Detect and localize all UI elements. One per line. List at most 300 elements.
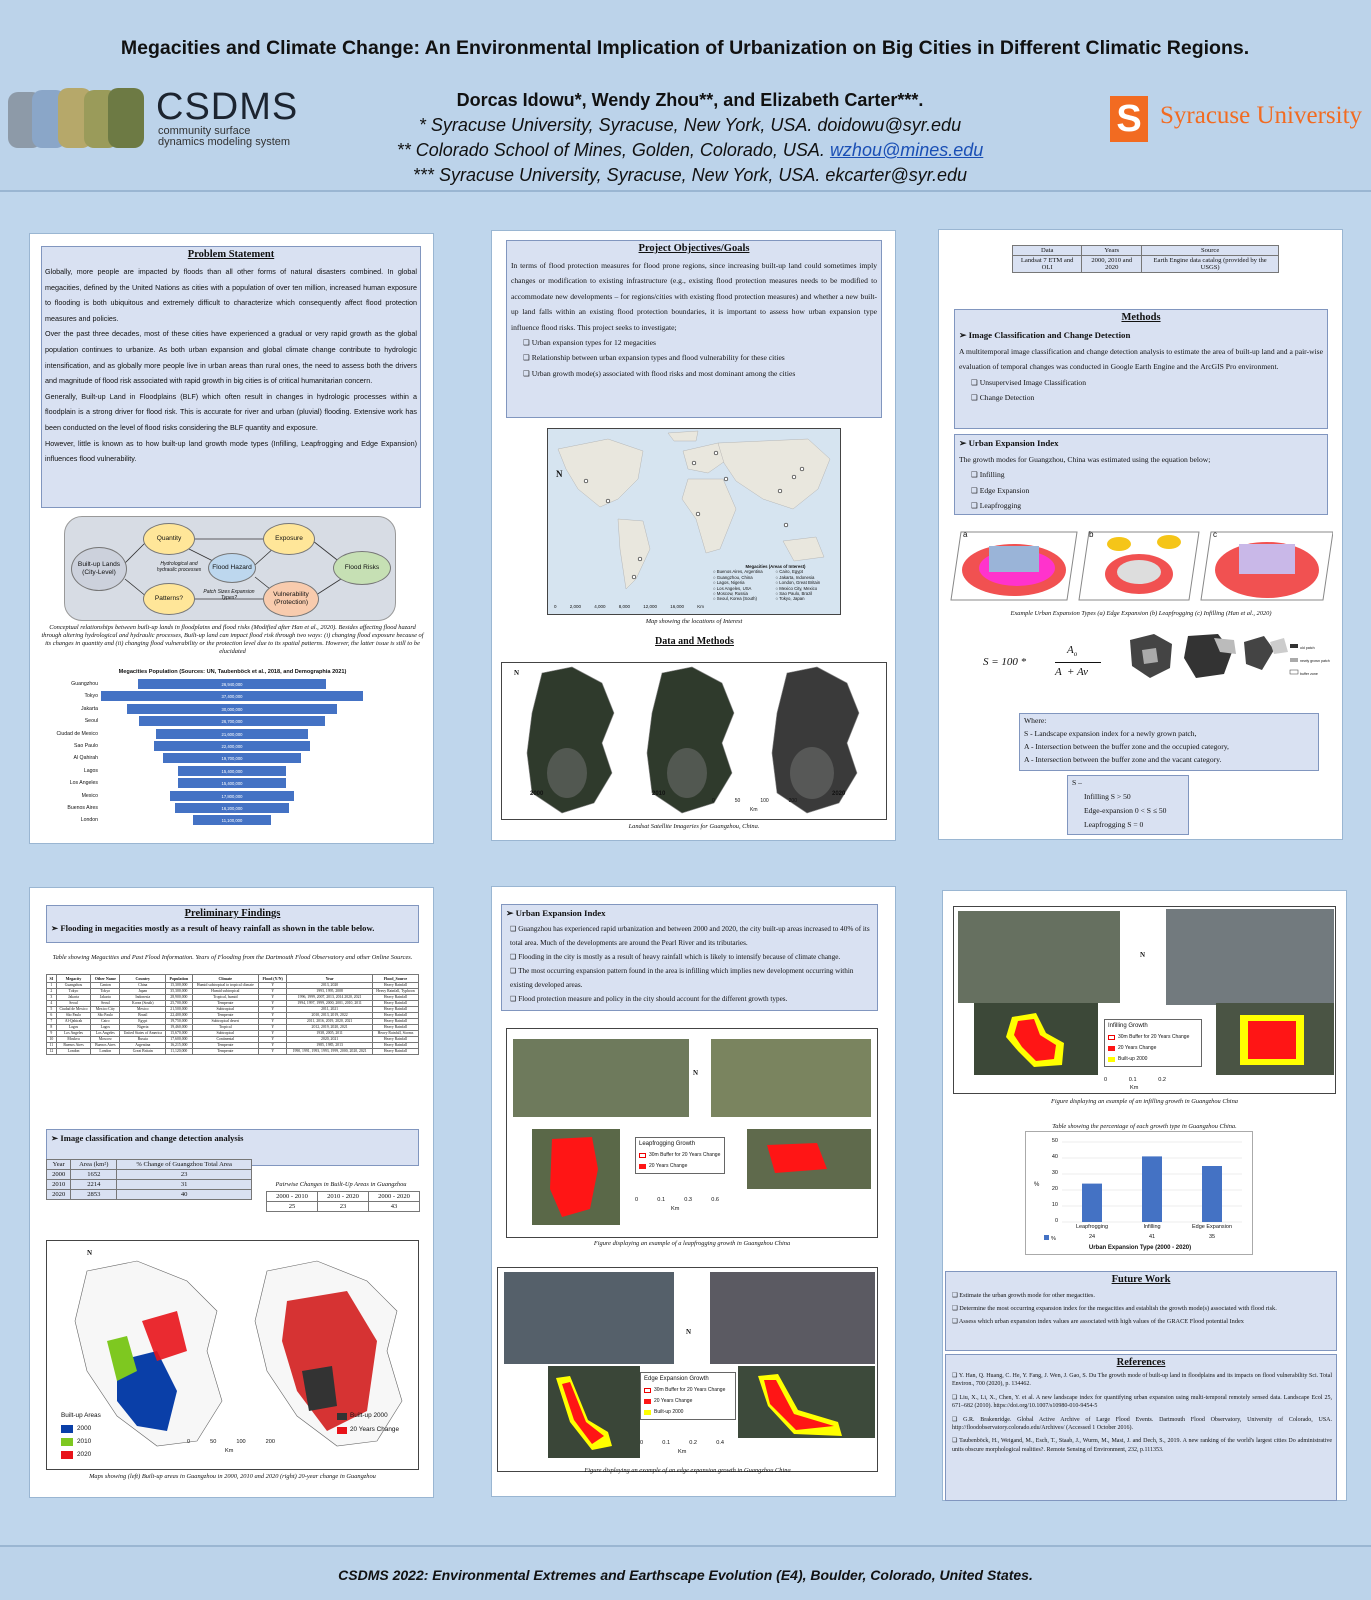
satellite-scale-unit: Km — [750, 807, 758, 813]
sat-scale-0: 0 — [712, 798, 715, 804]
footer-text: CSDMS 2022: Environmental Extremes and Earthscape Evolution (E4), Boulder, Colorado, United States. — [338, 1567, 1033, 1583]
north-arrow: N — [556, 469, 563, 479]
email-link[interactable]: wzhou@mines.edu — [829, 140, 984, 160]
leap-legend — [635, 1137, 725, 1174]
growth-value-2: 35 — [1208, 1234, 1216, 1240]
map-scale-3: 8,000 — [618, 604, 631, 609]
flood-cell: Moskva — [56, 1037, 91, 1043]
builtup-scale-3: 200 — [265, 1439, 275, 1445]
s-leap: Leapfrogging S = 0 — [1084, 820, 1144, 829]
flood-cell: Nigeria — [120, 1025, 166, 1031]
population-chart-title: Megacities Population (Sources: UN, Taubenböck et al., 2018, and Demographia 2021) — [118, 669, 347, 675]
flood-cell: Tokyo — [91, 989, 120, 995]
edge-sat-2 — [710, 1272, 875, 1364]
growth-xlabel: Urban Expansion Type (2000 - 2020) — [1088, 1245, 1192, 1251]
flood-cell: London — [56, 1049, 91, 1055]
problem-title: Problem Statement — [187, 249, 275, 260]
area-cell: 40 — [117, 1190, 252, 1200]
flood-cell: 15,300,000 — [166, 983, 192, 989]
infill-legend-item-0 — [1108, 1032, 1198, 1043]
map-scale-0: 0 — [554, 604, 557, 609]
flood-cell: Y — [259, 983, 287, 989]
infill-figure — [953, 906, 1336, 1094]
flood-cell: Temperate — [192, 1001, 259, 1007]
pair-header-0: 2000 - 2010 — [267, 1192, 318, 1202]
flood-cell: São Paulo — [56, 1013, 91, 1019]
flood-cell: 8 — [47, 1025, 57, 1031]
builtup-scale-2: 100 — [236, 1439, 246, 1445]
methods-list-2 — [955, 467, 1327, 513]
growth-bar-0 — [1082, 1184, 1102, 1222]
edge-legend-swatch-2 — [644, 1410, 651, 1415]
diagram-caption: Conceptual relationships between built-up lands in floodplains and flood risks (Modified after Han et al., 2020). Besides affecting flood hazard through altering hydrological and hydraulic processes, Built-up land can impact flood risk through two ways: (i) changing flood exposure because of its changes in quantity and (ii) changing flood vulnerability or the protection level due to its spatial patterns. However, the latter issue is still to be elucidated — [41, 624, 424, 655]
objectives-text: In terms of flood protection measures for flood prone regions, since increasing built-up land could sometimes imply changes or modification to existing infrastructure (e.g., existing flood protection measures needs to be modified to accommodate new developments – for regions/cities with existing flood protection measures) and whether a new built-up land falls within an existing flood protection boundaries, it is important to assess how urban expansion type influence flood risks. This project seeks to investigate; — [511, 261, 877, 332]
flood-cell: 4 — [47, 1001, 57, 1007]
s-edge: Edge-expansion 0 < S ≤ 50 — [1084, 806, 1167, 815]
flood-cell: 7 — [47, 1019, 57, 1025]
legend-year-label-1: 2010 — [77, 1438, 92, 1445]
pair-row — [267, 1202, 420, 1212]
csdms-sub-line2: dynamics modeling system — [158, 136, 291, 148]
flood-cell: Heavy Rainfall — [372, 995, 418, 1001]
infill-scale-2: 0.2 — [1158, 1077, 1166, 1083]
equation-lhs: S = 100 * — [983, 656, 1027, 668]
future-title: Future Work — [1111, 1274, 1171, 1285]
flood-cell: 1994, 1997, 1999, 2000, 2001, 2010, 2011 — [287, 1001, 373, 1007]
uei-sub: ➢ Urban Expansion Index — [506, 908, 606, 918]
objectives-title: Project Objectives/Goals — [638, 243, 750, 254]
affiliation-2-text: ** Colorado School of Mines, Golden, Colorado, USA. — [396, 140, 830, 160]
concept-diagram — [64, 516, 396, 621]
flood-cell: 22,400,000 — [166, 1013, 192, 1019]
flood-cell: Seoul — [91, 1001, 120, 1007]
flood-header-7: Year — [287, 975, 373, 983]
flood-cell: Argentina — [120, 1043, 166, 1049]
map-scale — [554, 604, 704, 609]
edge-caption: Figure displaying an example of an edge expansion growth in Guangzhou China — [584, 1467, 791, 1474]
flood-cell: 2011, 2021 — [287, 1007, 373, 1013]
edge-scale-2: 0.2 — [689, 1440, 698, 1446]
flood-cell: Y — [259, 989, 287, 995]
methods-sub2-text: Urban Expansion Index — [968, 438, 1059, 448]
pop-value-8: 15,400,000 — [221, 781, 243, 787]
methods-item-2-1: ❑ Edge Expansion — [971, 485, 1030, 495]
map-legend-item-8: ○ Moscow, Russia — [713, 591, 748, 597]
infill-sat-4 — [1216, 1003, 1334, 1075]
flood-cell: Heavy Rainfall — [372, 1025, 418, 1031]
flood-cell: Japan — [120, 989, 166, 995]
leap-legend-label-1: 20 Years Change — [649, 1163, 688, 1169]
edge-legend-items — [644, 1385, 732, 1418]
infill-legend-items — [1108, 1032, 1198, 1065]
s-head: S – — [1072, 778, 1082, 787]
infill-legend-item-2 — [1108, 1054, 1198, 1065]
poster-title: Megacities and Climate Change: An Environmental Implication of Urbanization on Big Cities in Different Climatic Regions. — [120, 37, 1250, 59]
pop-label-1: Tokyo — [84, 693, 98, 700]
legend-year-label-2: 2020 — [77, 1451, 92, 1458]
data-source-table — [1012, 245, 1279, 273]
legend-swatch-1 — [61, 1438, 73, 1446]
map-scale-4: 12,000 — [643, 604, 658, 609]
map-legend-item-0: ○ Buenos Aires, Argentina — [713, 569, 763, 575]
flood-cell: Moscow — [91, 1037, 120, 1043]
uei-sub-text: Urban Expansion Index — [515, 908, 606, 918]
flood-header-8: Flood_Source — [372, 975, 418, 983]
csdms-name: CSDMS — [156, 86, 299, 128]
objective-item-2: ❑ Urban growth mode(s) associated with flood risks and most dominant among the cities — [523, 368, 796, 378]
area-header-2: % Change of Guangzhou Total Area — [117, 1160, 252, 1170]
diagram-hydro-label: Hydrological and hydraulic processes — [156, 561, 202, 573]
pop-value-1: 37,400,000 — [221, 694, 243, 700]
edge-sat-4 — [738, 1366, 875, 1438]
map-legend — [713, 564, 838, 602]
expansion-types-figure — [949, 526, 1333, 606]
findings-sub1-text: Flooding in megacities mostly as a result of heavy rainfall as shown in the table below. — [60, 923, 375, 933]
data-header-0: Data — [1013, 246, 1082, 256]
pairwise-table — [266, 1191, 420, 1212]
sat-year-2: 2020 — [832, 791, 846, 797]
area-cell: 2010 — [47, 1180, 71, 1190]
flood-cell: Heavy Rainfall — [372, 1037, 418, 1043]
uei-item-3: ❑ Flood protection measure and policy in the city should account for the different growth types. — [510, 995, 788, 1003]
flood-cell: 1990, 1991, 1993, 1993, 1999, 2000, 2020, 2021 — [287, 1049, 373, 1055]
flood-cell: 1993, 1995, 2008 — [287, 989, 373, 995]
flood-cell: Subtropical — [192, 1031, 259, 1037]
equation-num-sub: o — [1073, 650, 1078, 659]
flood-cell: Cairo — [91, 1019, 120, 1025]
flood-cell: Tokyo — [56, 989, 91, 995]
flood-header-0: SI — [47, 975, 57, 983]
area-cell: 2020 — [47, 1190, 71, 1200]
flood-cell: Humid subtropical to tropical climate — [192, 983, 259, 989]
growth-value-1: 41 — [1148, 1234, 1156, 1240]
map-scale-1: 2,000 — [569, 604, 582, 609]
infill-scale-0: 0 — [1104, 1077, 1108, 1083]
affiliation-2 — [220, 140, 1160, 161]
flood-cell: Heavy Rainfall — [372, 1007, 418, 1013]
flood-cell: 11 — [47, 1043, 57, 1049]
flood-table-caption: Table showing Megacities and Past Flood Information. Years of Flooding from the Dartmouth Flood Observatory and other Online Sources. — [52, 954, 413, 961]
poster-header — [0, 0, 1371, 192]
flood-cell: Ciudad de Mexico — [56, 1007, 91, 1013]
legend-year-2 — [61, 1448, 101, 1461]
future-item-1: ❑ Determine the most occurring expansion index for the megacities and establish the growth mode(s) associated with flood risk. — [952, 1305, 1277, 1312]
data-cell-0: Landsat 7 ETM and OLI — [1013, 256, 1082, 273]
pop-value-11: 11,100,000 — [221, 818, 243, 824]
flood-cell: 2010, 2013, 2019, 2022 — [287, 1013, 373, 1019]
growth-xlabel-0: Leapfrogging — [1075, 1224, 1109, 1230]
methods-sub1: ➢ Image Classification and Change Detection — [959, 330, 1131, 340]
flood-cell: 1996, 1999, 2007, 2013, 2014 2020, 2021 — [287, 995, 373, 1001]
flood-cell: 2012, 2019, 2020, 2021 — [287, 1025, 373, 1031]
legend-swatch-2 — [61, 1451, 73, 1459]
area-cell: 2853 — [71, 1190, 117, 1200]
flood-cell: Y — [259, 1043, 287, 1049]
flood-cell: Humid subtropical — [192, 989, 259, 995]
flood-cell: 2020, 2021 — [287, 1037, 373, 1043]
su-name: Syracuse University — [1160, 102, 1363, 129]
references-list — [946, 1372, 1336, 1454]
flood-cell: Guangzhou — [56, 983, 91, 989]
infill-legend-swatch-1 — [1108, 1046, 1115, 1051]
infill-patch — [974, 1003, 1098, 1075]
s-thresholds-box — [1067, 775, 1189, 835]
world-map-caption: Map showing the locations of Interest — [645, 618, 743, 625]
flood-cell: Los Angeles — [56, 1031, 91, 1037]
growth-chart-caption: Table showing the percentage of each growth type in Guangzhou China. — [1052, 1123, 1237, 1130]
satellite-caption: Landsat Satellite Imageries for Guangzhou, China. — [628, 823, 760, 830]
flood-cell: Canton — [91, 983, 120, 989]
leap-red-patch — [532, 1129, 620, 1225]
methods-box-2 — [954, 434, 1328, 515]
s-infilling: Infilling S > 50 — [1084, 792, 1131, 801]
map-legend-item-6: ○ Los Angeles, USA — [713, 585, 752, 591]
pop-value-5: 22,400,000 — [221, 744, 243, 749]
affiliation-3: *** Syracuse University, Syracuse, New York, USA. ekcarter@syr.edu — [412, 165, 968, 185]
flood-cell: Lagos — [56, 1025, 91, 1031]
sat-year-0: 2000 — [530, 791, 544, 797]
growth-bar-2 — [1202, 1166, 1222, 1222]
flood-cell: Brazil — [120, 1013, 166, 1019]
where-label: Where: — [1024, 716, 1047, 725]
flood-cell: Seoul — [56, 1001, 91, 1007]
flood-cell: Heavy Rainfall — [372, 1001, 418, 1007]
leap-legend-swatch-0 — [639, 1153, 646, 1158]
flood-header-6: Flood (Y/N) — [259, 975, 287, 983]
problem-p3: Generally, Built-up Land in Floodplains (BLF) which often result in changes in hydrologic processes within a floodplain is a strong driver for flood risk. This is accurate for river and urban (pluvial) flooding. Extensive work has been conducted on the level of flood risks considering the BLF quantity and exposure. — [45, 391, 417, 432]
infill-caption: Figure displaying an example of an infilling growth in Guangzhou China — [1051, 1098, 1238, 1105]
leap-scale-2: 0.3 — [684, 1197, 693, 1203]
area-header-row — [47, 1160, 252, 1170]
flood-cell: 5 — [47, 1007, 57, 1013]
pop-label-3: Seoul — [84, 718, 98, 725]
node-quantity: Quantity — [143, 523, 195, 555]
area-table — [46, 1159, 252, 1200]
edge-patch — [548, 1366, 640, 1458]
builtup-legend-title: Built-up Areas — [61, 1412, 101, 1419]
objective-item-0: ❑ Urban expansion types for 12 megacities — [523, 338, 656, 348]
population-bars — [40, 679, 425, 824]
flood-cell: Heavy Rainfall — [372, 1043, 418, 1049]
leap-legend-item-1 — [639, 1161, 721, 1172]
flood-header-1: Megacity — [56, 975, 91, 983]
flood-cell: Y — [259, 1037, 287, 1043]
csdms-logo-mark — [6, 86, 156, 154]
infill-sat-3 — [974, 1003, 1098, 1075]
type-letter-0: a — [963, 530, 968, 539]
infill-legend-swatch-2 — [1108, 1057, 1115, 1062]
flood-cell: Buenos Aires — [91, 1043, 120, 1049]
edge-legend-swatch-0 — [644, 1388, 651, 1393]
leap-sat-3 — [532, 1129, 620, 1225]
map-legend-item-2: ○ Guangzhou, China — [713, 574, 753, 580]
sat-scale-3: 200 — [788, 798, 797, 804]
edge-legend — [640, 1372, 736, 1420]
flood-cell: Mexico — [120, 1007, 166, 1013]
pop-value-2: 30,000,000 — [221, 706, 243, 712]
equation-denominator: A + Av — [1055, 666, 1088, 678]
area-row — [47, 1170, 252, 1180]
legend-year-0 — [61, 1422, 101, 1435]
diagram-patch-label: Patch Sizes Expansion Types? — [203, 589, 255, 601]
panel-results — [942, 890, 1347, 1501]
pairwise-caption: Pairwise Changes in Built-Up Areas in Guangzhou — [275, 1181, 407, 1188]
growth-value-0: 24 — [1088, 1234, 1096, 1240]
flood-cell: Los Angeles — [91, 1031, 120, 1037]
flood-cell: 2013, 2020 — [287, 983, 373, 989]
flood-cell: Korea (South) — [120, 1001, 166, 1007]
equation — [983, 642, 1113, 692]
objective-item-1: ❑ Relationship between urban expansion types and flood vulnerability for these cities — [523, 353, 785, 363]
edge-legend-item-1 — [644, 1396, 732, 1407]
sat-scale-2: 100 — [760, 798, 769, 804]
node-hazard: Flood Hazard — [208, 553, 256, 583]
leapfrog-figure — [506, 1028, 878, 1238]
flood-cell: Y — [259, 1001, 287, 1007]
infill-sat-2 — [1166, 909, 1334, 1005]
infill-sat-1 — [958, 911, 1120, 1003]
leap-sat-1 — [513, 1039, 689, 1117]
infill-scale — [1104, 1077, 1166, 1083]
area-header-0: Year — [47, 1160, 71, 1170]
edge-scale-1: 0.1 — [662, 1440, 671, 1446]
types-caption: Example Urban Expansion Types (a) Edge Expansion (b) Leapfrogging (c) Infilling (Han et al., 2020) — [1010, 610, 1272, 617]
patch-legend — [1300, 642, 1330, 681]
leap-scale — [635, 1197, 719, 1203]
where-av: A - Intersection between the buffer zone and the vacant category. — [1024, 755, 1222, 764]
pop-label-6: Al Qahirah — [73, 755, 98, 762]
map-legend-item-10: ○ Seoul, Korea (South) — [713, 596, 757, 602]
leap-legend-swatch-1 — [639, 1164, 646, 1169]
flood-cell: Tropical, humid — [192, 995, 259, 1001]
panel-findings — [29, 887, 434, 1498]
flood-cell: 1938, 2005, 2011 — [287, 1031, 373, 1037]
reference-item-0: ❑ Y. Han, Q. Huang, C. He, Y. Fang, J. Wen, J. Gao, S. Du The growth mode of built-up land in floodplains and its impacts on flood vulnerability Sci. Total Environ., 700 (2020), p. 134462. — [952, 1373, 1332, 1388]
node-vulnerability: Vulnerability (Protection) — [263, 581, 319, 617]
map-legend-grid — [713, 569, 838, 601]
flood-row — [47, 1049, 419, 1055]
objectives-box — [506, 240, 882, 418]
flood-cell: Heavy Rainfall — [372, 1049, 418, 1055]
area-row — [47, 1190, 252, 1200]
where-s: S - Landscape expansion index for a newly grown patch, — [1024, 729, 1197, 738]
uei-list — [502, 922, 877, 1006]
patch-legend-1: newly grown patch — [1300, 659, 1330, 663]
leap-legend-items — [639, 1150, 721, 1172]
flood-cell: Temperate — [192, 1049, 259, 1055]
area-cell: 2214 — [71, 1180, 117, 1190]
future-list — [946, 1289, 1336, 1328]
edge-legend-label-0: 30m Buffer for 20 Years Change — [654, 1387, 726, 1393]
infill-legend-label-2: Built-up 2000 — [1118, 1056, 1148, 1062]
leap-north: N — [693, 1069, 699, 1077]
pair-value-2: 43 — [369, 1202, 420, 1212]
panel-methods — [938, 229, 1343, 840]
uei-item-0: ❑ Guangzhou has experienced rapid urbanization and between 2000 and 2020, the city built-up areas increased to 40% of its total area. Much of the developments are around the Pearl River and its tributaries. — [510, 925, 870, 947]
flood-cell: Heavy Rainfall, Storms — [372, 1031, 418, 1037]
flood-cell: Lagos — [91, 1025, 120, 1031]
methods-item-2-2: ❑ Leapfrogging — [971, 501, 1022, 511]
flood-cell: Continental — [192, 1037, 259, 1043]
flood-cell: 11,120,000 — [166, 1049, 192, 1055]
sat-year-1: 2010 — [652, 791, 666, 797]
flood-cell: Subtropical — [192, 1007, 259, 1013]
map-scale-2: 4,000 — [594, 604, 606, 609]
flood-cell: Egypt — [120, 1019, 166, 1025]
pop-value-0: 26,940,000 — [221, 682, 243, 687]
growth-series-key — [1044, 1235, 1056, 1242]
data-header-2: Source — [1142, 246, 1279, 256]
flood-cell: Y — [259, 1007, 287, 1013]
legend-swatch-0 — [61, 1425, 73, 1433]
builtup-scale-1: 50 — [210, 1439, 217, 1445]
problem-p2: Over the past three decades, most of these cities have experienced a gradual or very rapid growth as the global population continues to urbanize. As both urban expansion and global climate change contribute to hydrologic intensification, and as globally more people live in urban areas than rural ones, the need to assess both the drivers and magnitude of flood risk associated with rapid growth in big cities is of critical humanitarian concern. — [45, 329, 417, 386]
edge-legend-item-2 — [644, 1407, 732, 1418]
sat-scale-1: 50 — [734, 798, 741, 804]
syracuse-logo — [1110, 96, 1370, 142]
methods-box-1 — [954, 309, 1328, 429]
methods-sub2: ➢ Urban Expansion Index — [959, 438, 1059, 448]
flood-header-3: Country — [120, 975, 166, 983]
flood-cell: London — [91, 1049, 120, 1055]
pair-header-row — [267, 1192, 420, 1202]
edge-patch-2 — [738, 1366, 875, 1438]
flood-cell: Temperate — [192, 1013, 259, 1019]
node-patterns: Patterns? — [143, 583, 195, 615]
panel-uei — [491, 886, 896, 1497]
flood-cell: 2011, 2016, 2019, 2020, 2021 — [287, 1019, 373, 1025]
pop-value-7: 15,400,000 — [221, 768, 243, 774]
flood-cell: 1985, 1985, 2013 — [287, 1043, 373, 1049]
flood-cell: 19,750,000 — [166, 1019, 192, 1025]
growth-ytick-1: 40 — [1051, 1154, 1058, 1160]
edge-legend-swatch-1 — [644, 1399, 651, 1404]
equation-numerator — [1067, 644, 1077, 658]
edge-scale — [640, 1440, 724, 1446]
edge-sat-3 — [548, 1366, 640, 1458]
pop-label-9: Mexico — [81, 792, 98, 799]
growth-xlabel-1: Infilling — [1143, 1224, 1161, 1230]
pop-value-6: 19,700,000 — [221, 756, 243, 762]
references-title: References — [1116, 1357, 1166, 1368]
growth-ytick-2: 30 — [1051, 1170, 1058, 1176]
equation-num-a: A — [1067, 644, 1074, 656]
edge-scale-3: 0.4 — [716, 1440, 724, 1446]
sat-north: N — [514, 669, 520, 677]
infill-legend-label-1: 20 Years Change — [1118, 1045, 1157, 1051]
uei-item-2: ❑ The most occurring expansion pattern found in the area is infilling which implies new development occurring within existing developed areas. — [510, 967, 854, 989]
flood-cell: Great Britain — [120, 1049, 166, 1055]
findings-sub1: ➢ Flooding in megacities mostly as a result of heavy rainfall as shown in the table below. — [51, 923, 375, 933]
edge-sat-1 — [504, 1272, 674, 1364]
where-box — [1019, 713, 1319, 771]
map-scale-unit: Km — [697, 604, 704, 609]
data-cell-2: Earth Engine data catalog (provided by the USGS) — [1142, 256, 1279, 273]
builtup-scale — [187, 1439, 275, 1445]
change-swatch-0 — [337, 1413, 347, 1420]
satellite-images — [502, 663, 888, 821]
infill-north: N — [1140, 951, 1146, 959]
growth-ytick-3: 20 — [1051, 1186, 1058, 1192]
infill-legend-label-0: 30m Buffer for 20 Years Change — [1118, 1034, 1190, 1040]
panel-problem — [29, 233, 434, 844]
methods-item-2-0: ❑ Infilling — [971, 470, 1005, 480]
growth-bar-1 — [1142, 1156, 1162, 1222]
flood-cell: 21,500,000 — [166, 1007, 192, 1013]
flood-cell: Russia — [120, 1037, 166, 1043]
area-cell: 1652 — [71, 1170, 117, 1180]
leap-title: Leapfrogging Growth — [639, 1141, 696, 1147]
